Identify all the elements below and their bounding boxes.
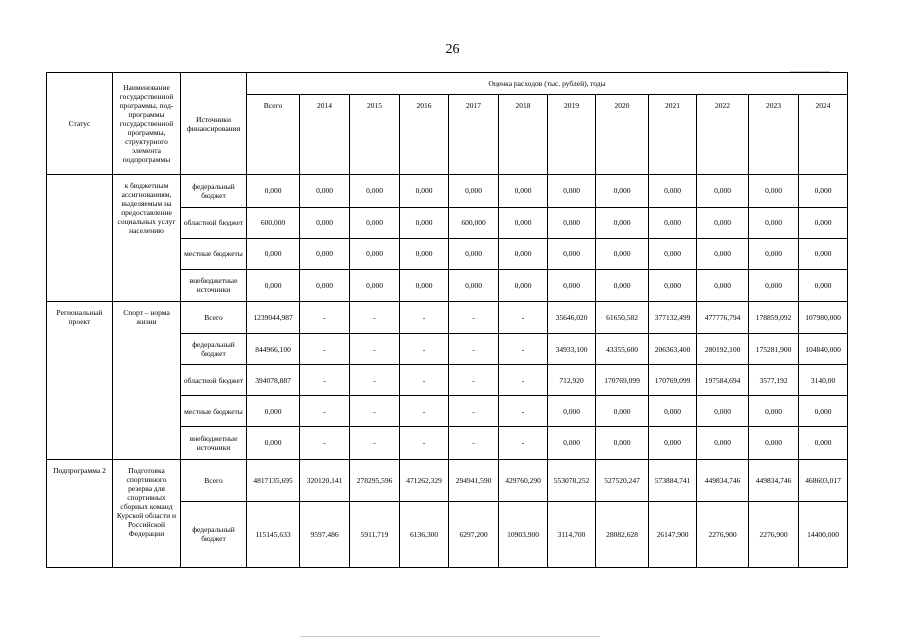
row-status: Региональный проект	[47, 301, 113, 459]
cell-value: 0,000	[247, 238, 300, 269]
cell-value: -	[449, 396, 499, 427]
cell-value: -	[350, 365, 400, 396]
cell-value: -	[350, 396, 400, 427]
row-funding-source: Всего	[181, 459, 247, 501]
header-year: 2018	[499, 95, 548, 175]
cell-value: -	[300, 301, 350, 333]
cell-value: 844966,100	[247, 334, 300, 365]
header-year: 2021	[649, 95, 697, 175]
cell-value: 0,000	[799, 238, 848, 269]
cell-value: 4817135,695	[247, 459, 300, 501]
cell-value: 5911,719	[350, 501, 400, 567]
cell-value: 178859,092	[749, 301, 799, 333]
cell-value: -	[499, 334, 548, 365]
cell-value: -	[350, 301, 400, 333]
cell-value: 0,000	[548, 396, 596, 427]
cell-value: 14400,000	[799, 501, 848, 567]
cell-value: 600,000	[247, 207, 300, 238]
header-sources: Источники финансирования	[181, 73, 247, 175]
cell-value: 0,000	[697, 396, 749, 427]
cell-value: 1239044,987	[247, 301, 300, 333]
cell-value: 0,000	[697, 269, 749, 301]
cell-value: 0,000	[697, 238, 749, 269]
cell-value: 394078,887	[247, 365, 300, 396]
page-number: 26	[445, 42, 460, 57]
cell-value: 175281,900	[749, 334, 799, 365]
cell-value: -	[350, 427, 400, 459]
cell-value: 2276,900	[697, 501, 749, 567]
cell-value: 28082,628	[596, 501, 649, 567]
row-program-name: к бюджетным ассигнованиям, выделяемым на предоставление социальных услуг населению	[113, 175, 181, 302]
cell-value: 0,000	[749, 269, 799, 301]
cell-value: 0,000	[300, 238, 350, 269]
cell-value: 0,000	[449, 238, 499, 269]
cell-value: 0,000	[799, 427, 848, 459]
cell-value: 449834,746	[749, 459, 799, 501]
cell-value: 3577,192	[749, 365, 799, 396]
cell-value: 0,000	[799, 396, 848, 427]
cell-value: 0,000	[350, 175, 400, 207]
cell-value: 35646,020	[548, 301, 596, 333]
table-row	[47, 459, 848, 501]
cell-value: 0,000	[697, 427, 749, 459]
cell-value: 0,000	[548, 269, 596, 301]
cell-value: 0,000	[649, 207, 697, 238]
row-funding-source: федеральный бюджет	[181, 175, 247, 207]
cell-value: 0,000	[649, 238, 697, 269]
header-year: 2017	[449, 95, 499, 175]
cell-value: 0,000	[799, 269, 848, 301]
cell-value: 0,000	[499, 175, 548, 207]
row-program-name: Подготовка спортивного резерва для спортивных сборных команд Курской области и Российской Федерации	[113, 459, 181, 567]
row-funding-source: федеральный бюджет	[181, 334, 247, 365]
cell-value: 0,000	[749, 238, 799, 269]
cell-value: 0,000	[548, 207, 596, 238]
cell-value: -	[499, 301, 548, 333]
cell-value: 0,000	[300, 175, 350, 207]
cell-value: -	[400, 301, 449, 333]
row-status: Подпрограмма 2	[47, 459, 113, 567]
header-name: Наименование государственной программы, под- программы государственной программы, структурного элемента подпрограммы	[113, 73, 181, 175]
row-funding-source: местные бюджеты	[181, 396, 247, 427]
cell-value: 9597,486	[300, 501, 350, 567]
cell-value: 206363,400	[649, 334, 697, 365]
cell-value: 34933,100	[548, 334, 596, 365]
cell-value: 429760,290	[499, 459, 548, 501]
cell-value: 527520,247	[596, 459, 649, 501]
cell-value: 377132,499	[649, 301, 697, 333]
cell-value: 600,000	[449, 207, 499, 238]
cell-value: 294941,590	[449, 459, 499, 501]
cell-value: 0,000	[596, 238, 649, 269]
cell-value: 0,000	[350, 269, 400, 301]
cell-value: 0,000	[247, 396, 300, 427]
cell-value: -	[499, 427, 548, 459]
cell-value: 3140,00	[799, 365, 848, 396]
cell-value: 3114,700	[548, 501, 596, 567]
cell-value: 0,000	[649, 427, 697, 459]
cell-value: 0,000	[596, 396, 649, 427]
cell-value: -	[300, 427, 350, 459]
cell-value: 0,000	[649, 175, 697, 207]
cell-value: 0,000	[749, 175, 799, 207]
cell-value: 0,000	[799, 207, 848, 238]
cell-value: 115145,633	[247, 501, 300, 567]
cell-value: 477776,794	[697, 301, 749, 333]
table-row	[47, 301, 848, 333]
cell-value: 0,000	[548, 427, 596, 459]
cell-value: 0,000	[548, 175, 596, 207]
cell-value: 0,000	[596, 207, 649, 238]
cell-value: 0,000	[350, 238, 400, 269]
cell-value: -	[300, 396, 350, 427]
cell-value: 0,000	[749, 396, 799, 427]
row-funding-source: внебюджетные источники	[181, 427, 247, 459]
row-funding-source: областной бюджет	[181, 365, 247, 396]
header-year: 2020	[596, 95, 649, 175]
scan-artifact	[300, 636, 600, 637]
cell-value: 0,000	[697, 175, 749, 207]
cell-value: 0,000	[400, 269, 449, 301]
cell-value: 0,000	[596, 175, 649, 207]
cell-value: 0,000	[247, 269, 300, 301]
cell-value: -	[449, 365, 499, 396]
cell-value: 320120,141	[300, 459, 350, 501]
cell-value: 712,920	[548, 365, 596, 396]
cell-value: -	[350, 334, 400, 365]
cell-value: -	[400, 396, 449, 427]
cell-value: 0,000	[400, 207, 449, 238]
cell-value: -	[300, 334, 350, 365]
cell-value: 471262,329	[400, 459, 449, 501]
cell-value: 0,000	[300, 269, 350, 301]
header-year: 2016	[400, 95, 449, 175]
header-group: Оценка расходов (тыс. рублей), годы	[247, 73, 848, 95]
cell-value: 0,000	[649, 269, 697, 301]
cell-value: 0,000	[697, 207, 749, 238]
cell-value: -	[400, 427, 449, 459]
cell-value: 6136,300	[400, 501, 449, 567]
cell-value: 0,000	[596, 269, 649, 301]
cell-value: 280192,100	[697, 334, 749, 365]
cell-value: 0,000	[548, 238, 596, 269]
header-year: Всего	[247, 95, 300, 175]
cell-value: 170769,099	[596, 365, 649, 396]
cell-value: 0,000	[749, 427, 799, 459]
cell-value: 0,000	[247, 427, 300, 459]
header-year: 2019	[548, 95, 596, 175]
cell-value: 170769,099	[649, 365, 697, 396]
row-funding-source: Всего	[181, 301, 247, 333]
row-funding-source: областной бюджет	[181, 207, 247, 238]
cell-value: 0,000	[649, 396, 697, 427]
cell-value: 0,000	[799, 175, 848, 207]
cell-value: 449834,746	[697, 459, 749, 501]
header-status: Статус	[47, 73, 113, 175]
header-row-group	[47, 73, 848, 95]
scan-artifact	[790, 71, 830, 72]
cell-value: -	[499, 396, 548, 427]
cell-value: 0,000	[247, 175, 300, 207]
cell-value: -	[449, 427, 499, 459]
cell-value: 0,000	[449, 269, 499, 301]
cell-value: 104840,000	[799, 334, 848, 365]
cell-value: 553078,252	[548, 459, 596, 501]
cell-value: 0,000	[749, 207, 799, 238]
budget-table	[46, 72, 848, 568]
cell-value: 107980,000	[799, 301, 848, 333]
header-year: 2024	[799, 95, 848, 175]
cell-value: 2276,900	[749, 501, 799, 567]
cell-value: 0,000	[449, 175, 499, 207]
cell-value: 0,000	[499, 207, 548, 238]
cell-value: 0,000	[499, 238, 548, 269]
cell-value: 573884,741	[649, 459, 697, 501]
cell-value: 0,000	[400, 175, 449, 207]
cell-value: -	[499, 365, 548, 396]
cell-value: -	[449, 301, 499, 333]
cell-value: -	[300, 365, 350, 396]
cell-value: 197584,694	[697, 365, 749, 396]
row-funding-source: местные бюджеты	[181, 238, 247, 269]
cell-value: 0,000	[400, 238, 449, 269]
header-year: 2015	[350, 95, 400, 175]
cell-value: 26147,900	[649, 501, 697, 567]
row-funding-source: внебюджетные источники	[181, 269, 247, 301]
cell-value: 10903,900	[499, 501, 548, 567]
row-program-name: Спорт – норма жизни	[113, 301, 181, 459]
row-status	[47, 175, 113, 302]
cell-value: 468603,017	[799, 459, 848, 501]
header-year: 2022	[697, 95, 749, 175]
cell-value: 0,000	[499, 269, 548, 301]
cell-value: -	[449, 334, 499, 365]
cell-value: 43355,600	[596, 334, 649, 365]
row-funding-source: федеральный бюджет	[181, 501, 247, 567]
cell-value: 0,000	[350, 207, 400, 238]
cell-value: 61650,582	[596, 301, 649, 333]
cell-value: 0,000	[300, 207, 350, 238]
header-year: 2023	[749, 95, 799, 175]
header-year: 2014	[300, 95, 350, 175]
cell-value: 278295,596	[350, 459, 400, 501]
cell-value: -	[400, 365, 449, 396]
cell-value: 0,000	[596, 427, 649, 459]
table-row	[47, 175, 848, 207]
cell-value: 6297,200	[449, 501, 499, 567]
cell-value: -	[400, 334, 449, 365]
